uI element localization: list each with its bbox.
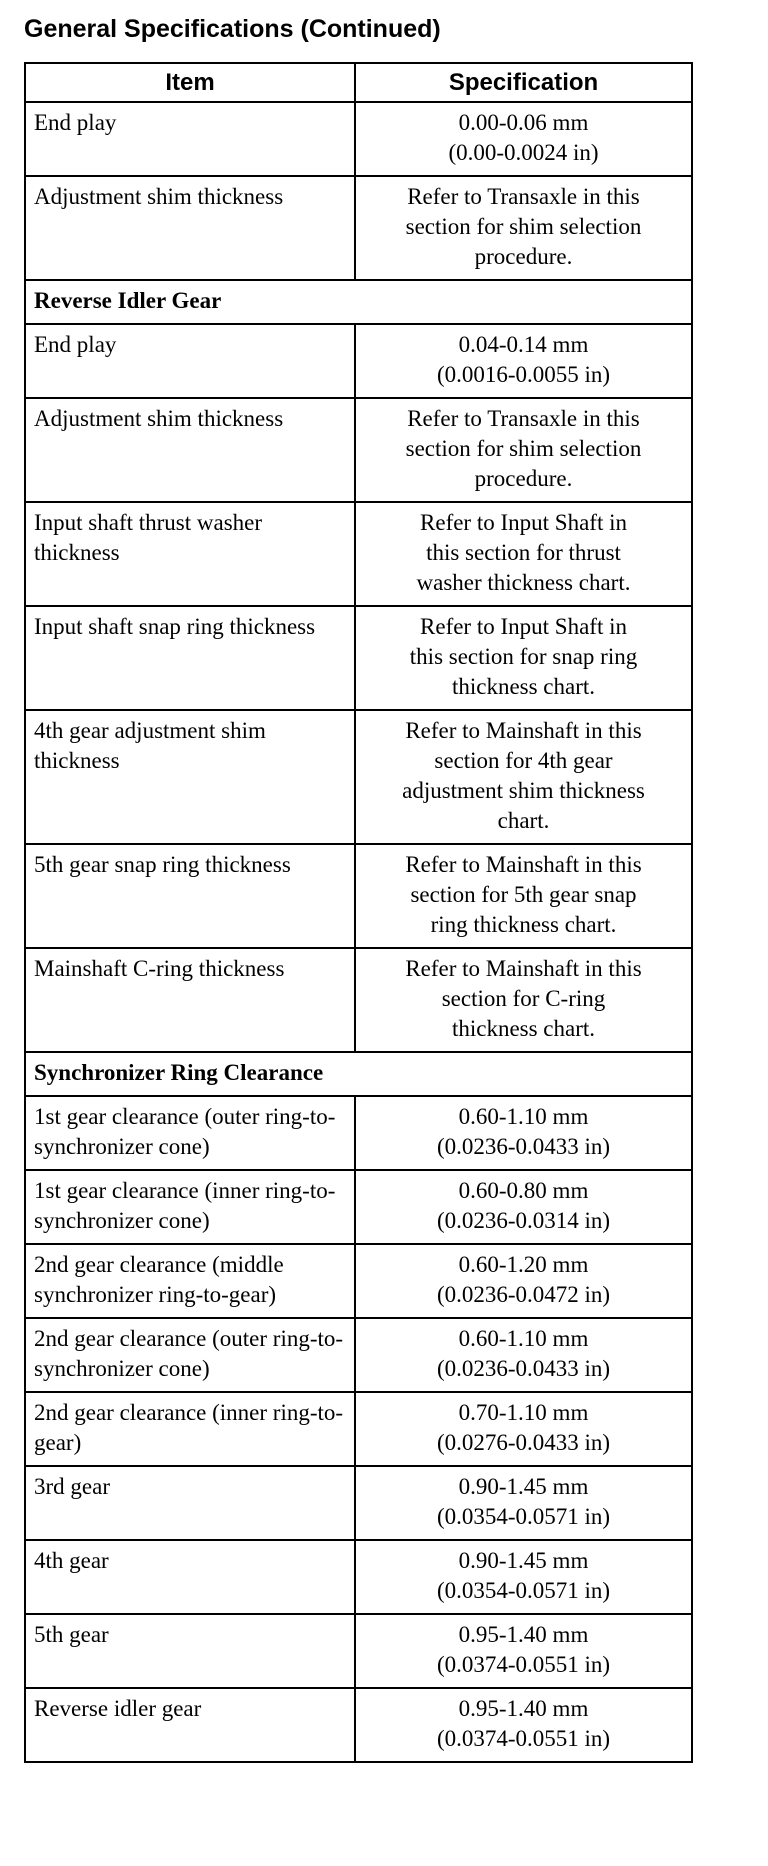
specification-line: (0.0236-0.0472 in) xyxy=(436,1282,611,1307)
item-cell: Adjustment shim thickness xyxy=(25,398,355,502)
specification-line: section for 5th gear snap xyxy=(410,882,637,907)
specification-line: section for shim selection xyxy=(405,436,642,461)
specification-line: this section for snap ring xyxy=(409,644,638,669)
specification-line: Refer to Input Shaft in xyxy=(420,614,627,639)
column-header-specification: Specification xyxy=(355,63,692,102)
specification-cell xyxy=(355,844,692,948)
specification-line: Refer to Transaxle in this xyxy=(407,184,640,209)
table-row xyxy=(25,1096,692,1170)
specification-line: adjustment shim thickness xyxy=(402,778,645,803)
table-row xyxy=(25,1466,692,1540)
specification-line: procedure. xyxy=(474,244,573,269)
table-row xyxy=(25,1318,692,1392)
item-cell: Mainshaft C-ring thickness xyxy=(25,948,355,1052)
specification-line: 0.60-1.10 mm xyxy=(458,1104,589,1129)
specification-cell xyxy=(355,948,692,1052)
table-row xyxy=(25,102,692,176)
page-title: General Specifications (Continued) xyxy=(24,15,441,43)
section-label: Synchronizer Ring Clearance xyxy=(25,1052,692,1096)
specification-line: Refer to Input Shaft in xyxy=(420,510,627,535)
table-row xyxy=(25,176,692,280)
specification-cell xyxy=(355,324,692,398)
section-header-row xyxy=(25,1052,692,1096)
item-cell: 1st gear clearance (inner ring-to-synchronizer cone) xyxy=(25,1170,355,1244)
specification-line: (0.0276-0.0433 in) xyxy=(436,1430,611,1455)
specification-line: 0.95-1.40 mm xyxy=(458,1696,589,1721)
specification-line: Refer to Transaxle in this xyxy=(407,406,640,431)
specification-line: Refer to Mainshaft in this xyxy=(405,718,642,743)
table-row xyxy=(25,1614,692,1688)
specification-line: procedure. xyxy=(474,466,573,491)
item-cell: End play xyxy=(25,102,355,176)
specification-cell xyxy=(355,1170,692,1244)
table-row xyxy=(25,1392,692,1466)
specification-line: 0.60-1.10 mm xyxy=(458,1326,589,1351)
specification-line: section for 4th gear xyxy=(434,748,613,773)
item-cell: 4th gear adjustment shim thickness xyxy=(25,710,355,844)
table-row xyxy=(25,844,692,948)
table-row xyxy=(25,710,692,844)
specification-line: (0.0236-0.0433 in) xyxy=(436,1356,611,1381)
specification-cell xyxy=(355,102,692,176)
item-cell: End play xyxy=(25,324,355,398)
specification-line: 0.60-0.80 mm xyxy=(458,1178,589,1203)
specification-cell xyxy=(355,710,692,844)
specification-line: thickness chart. xyxy=(451,1016,596,1041)
item-cell: 1st gear clearance (outer ring-to-synchronizer cone) xyxy=(25,1096,355,1170)
specification-line: washer thickness chart. xyxy=(416,570,631,595)
specification-cell xyxy=(355,1614,692,1688)
table-row xyxy=(25,502,692,606)
specification-line: (0.0236-0.0314 in) xyxy=(436,1208,611,1233)
item-cell: 2nd gear clearance (outer ring-to-synchronizer cone) xyxy=(25,1318,355,1392)
item-cell: 5th gear xyxy=(25,1614,355,1688)
item-cell: 4th gear xyxy=(25,1540,355,1614)
item-cell: 2nd gear clearance (middle synchronizer ring-to-gear) xyxy=(25,1244,355,1318)
table-row xyxy=(25,324,692,398)
specification-cell xyxy=(355,1540,692,1614)
specification-line: thickness chart. xyxy=(451,674,596,699)
specification-line: chart. xyxy=(497,808,550,833)
column-header-item: Item xyxy=(25,63,355,102)
item-cell: 5th gear snap ring thickness xyxy=(25,844,355,948)
table-row xyxy=(25,948,692,1052)
specification-line: 0.90-1.45 mm xyxy=(458,1548,589,1573)
table-body xyxy=(25,102,692,1762)
specification-cell xyxy=(355,1244,692,1318)
table-row xyxy=(25,606,692,710)
specification-line: (0.0016-0.0055 in) xyxy=(436,362,611,387)
specification-cell xyxy=(355,1688,692,1762)
item-cell: 3rd gear xyxy=(25,1466,355,1540)
specification-line: 0.60-1.20 mm xyxy=(458,1252,589,1277)
specification-line: section for shim selection xyxy=(405,214,642,239)
table-row xyxy=(25,1688,692,1762)
section-label: Reverse Idler Gear xyxy=(25,280,692,324)
table-row xyxy=(25,1244,692,1318)
item-cell: Adjustment shim thickness xyxy=(25,176,355,280)
specification-line: section for C-ring xyxy=(441,986,606,1011)
specification-cell xyxy=(355,1466,692,1540)
specifications-table xyxy=(24,62,693,1763)
specification-cell xyxy=(355,176,692,280)
specification-line: 0.70-1.10 mm xyxy=(458,1400,589,1425)
specification-cell xyxy=(355,1318,692,1392)
specification-cell xyxy=(355,606,692,710)
specification-line: (0.0354-0.0571 in) xyxy=(436,1578,611,1603)
table-row xyxy=(25,398,692,502)
specification-line: (0.0354-0.0571 in) xyxy=(436,1504,611,1529)
specification-line: this section for thrust xyxy=(426,540,621,565)
item-cell: Input shaft snap ring thickness xyxy=(25,606,355,710)
table-header-row xyxy=(25,63,692,102)
specification-line: 0.90-1.45 mm xyxy=(458,1474,589,1499)
specification-line: Refer to Mainshaft in this xyxy=(405,956,642,981)
specification-cell xyxy=(355,502,692,606)
table-row xyxy=(25,1540,692,1614)
specification-line: (0.0374-0.0551 in) xyxy=(436,1652,611,1677)
table-row xyxy=(25,1170,692,1244)
specification-line: Refer to Mainshaft in this xyxy=(405,852,642,877)
specification-line: 0.04-0.14 mm xyxy=(458,332,589,357)
item-cell: 2nd gear clearance (inner ring-to-gear) xyxy=(25,1392,355,1466)
section-header-row xyxy=(25,280,692,324)
item-cell: Reverse idler gear xyxy=(25,1688,355,1762)
specification-line: (0.0374-0.0551 in) xyxy=(436,1726,611,1751)
specification-line: 0.00-0.06 mm xyxy=(458,110,589,135)
specification-line: ring thickness chart. xyxy=(430,912,617,937)
specification-cell xyxy=(355,1392,692,1466)
specification-line: 0.95-1.40 mm xyxy=(458,1622,589,1647)
specification-line: (0.00-0.0024 in) xyxy=(448,140,599,165)
item-cell: Input shaft thrust washer thickness xyxy=(25,502,355,606)
specification-cell xyxy=(355,1096,692,1170)
specification-line: (0.0236-0.0433 in) xyxy=(436,1134,611,1159)
specification-cell xyxy=(355,398,692,502)
